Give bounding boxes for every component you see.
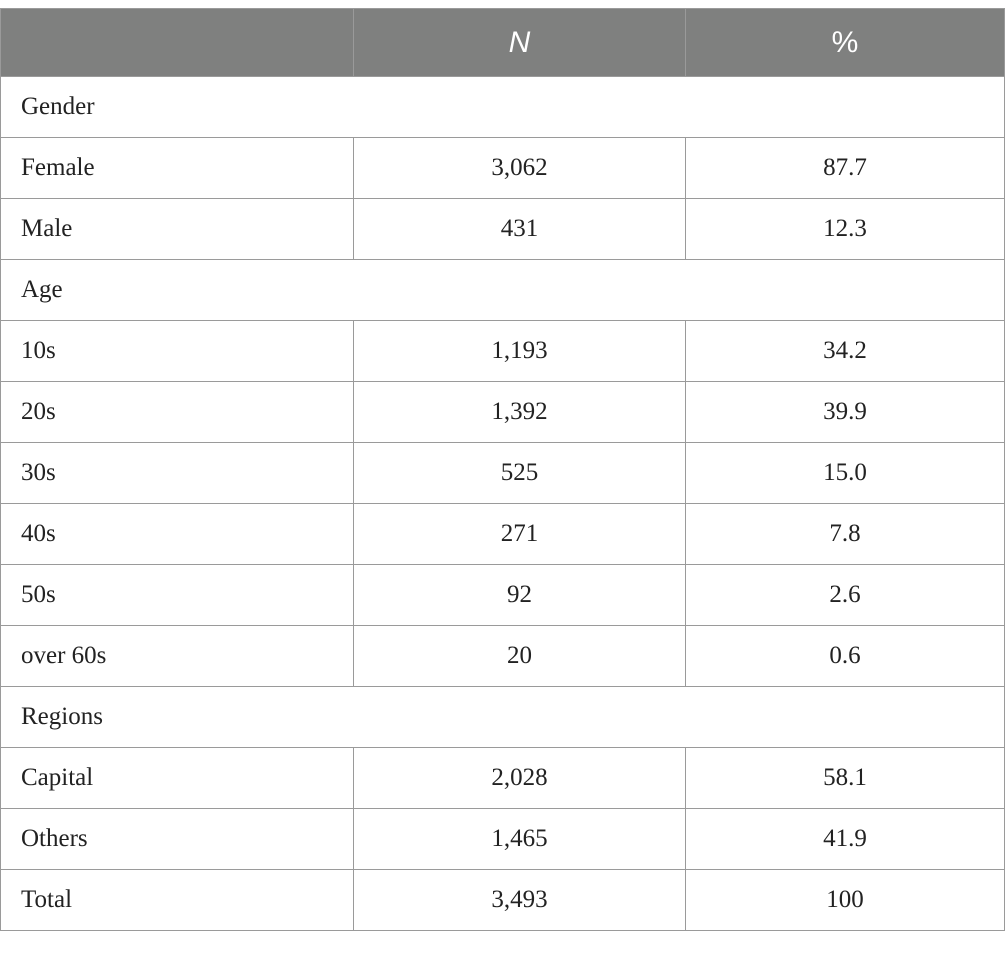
row-percent: 7.8: [686, 504, 1005, 565]
row-label: 30s: [1, 443, 354, 504]
table-header: [1, 9, 1005, 77]
row-label: Others: [1, 809, 354, 870]
header-blank-cell: [1, 9, 354, 77]
row-count: 271: [354, 504, 686, 565]
row-percent: 34.2: [686, 321, 1005, 382]
row-count: 1,392: [354, 382, 686, 443]
row-percent: 100: [686, 870, 1005, 931]
table-row: [1, 565, 1005, 626]
row-count: 1,193: [354, 321, 686, 382]
row-percent: 87.7: [686, 138, 1005, 199]
table-container: [0, 8, 1005, 931]
table-body: [1, 77, 1005, 931]
row-count: 525: [354, 443, 686, 504]
table-row: [1, 626, 1005, 687]
table-row: [1, 870, 1005, 931]
row-percent: 58.1: [686, 748, 1005, 809]
table-row: [1, 504, 1005, 565]
row-label: 40s: [1, 504, 354, 565]
row-label: 20s: [1, 382, 354, 443]
row-label: 10s: [1, 321, 354, 382]
row-count: 3,062: [354, 138, 686, 199]
row-label: Total: [1, 870, 354, 931]
table-row: [1, 138, 1005, 199]
section-label: Regions: [1, 687, 1005, 748]
row-count: 20: [354, 626, 686, 687]
demographics-table: [0, 8, 1005, 931]
row-percent: 39.9: [686, 382, 1005, 443]
row-label: Male: [1, 199, 354, 260]
row-count: 3,493: [354, 870, 686, 931]
header-percent: %: [686, 9, 1005, 77]
row-label: Capital: [1, 748, 354, 809]
table-row: [1, 199, 1005, 260]
row-percent: 0.6: [686, 626, 1005, 687]
section-row: [1, 260, 1005, 321]
row-label: 50s: [1, 565, 354, 626]
row-percent: 15.0: [686, 443, 1005, 504]
row-count: 92: [354, 565, 686, 626]
row-label: over 60s: [1, 626, 354, 687]
table-row: [1, 321, 1005, 382]
row-percent: 2.6: [686, 565, 1005, 626]
table-row: [1, 443, 1005, 504]
section-row: [1, 77, 1005, 138]
row-count: 1,465: [354, 809, 686, 870]
table-row: [1, 809, 1005, 870]
header-n: N: [354, 9, 686, 77]
section-label: Age: [1, 260, 1005, 321]
table-row: [1, 382, 1005, 443]
row-count: 431: [354, 199, 686, 260]
row-percent: 41.9: [686, 809, 1005, 870]
section-row: [1, 687, 1005, 748]
row-percent: 12.3: [686, 199, 1005, 260]
header-row: [1, 9, 1005, 77]
table-row: [1, 748, 1005, 809]
row-label: Female: [1, 138, 354, 199]
row-count: 2,028: [354, 748, 686, 809]
section-label: Gender: [1, 77, 1005, 138]
